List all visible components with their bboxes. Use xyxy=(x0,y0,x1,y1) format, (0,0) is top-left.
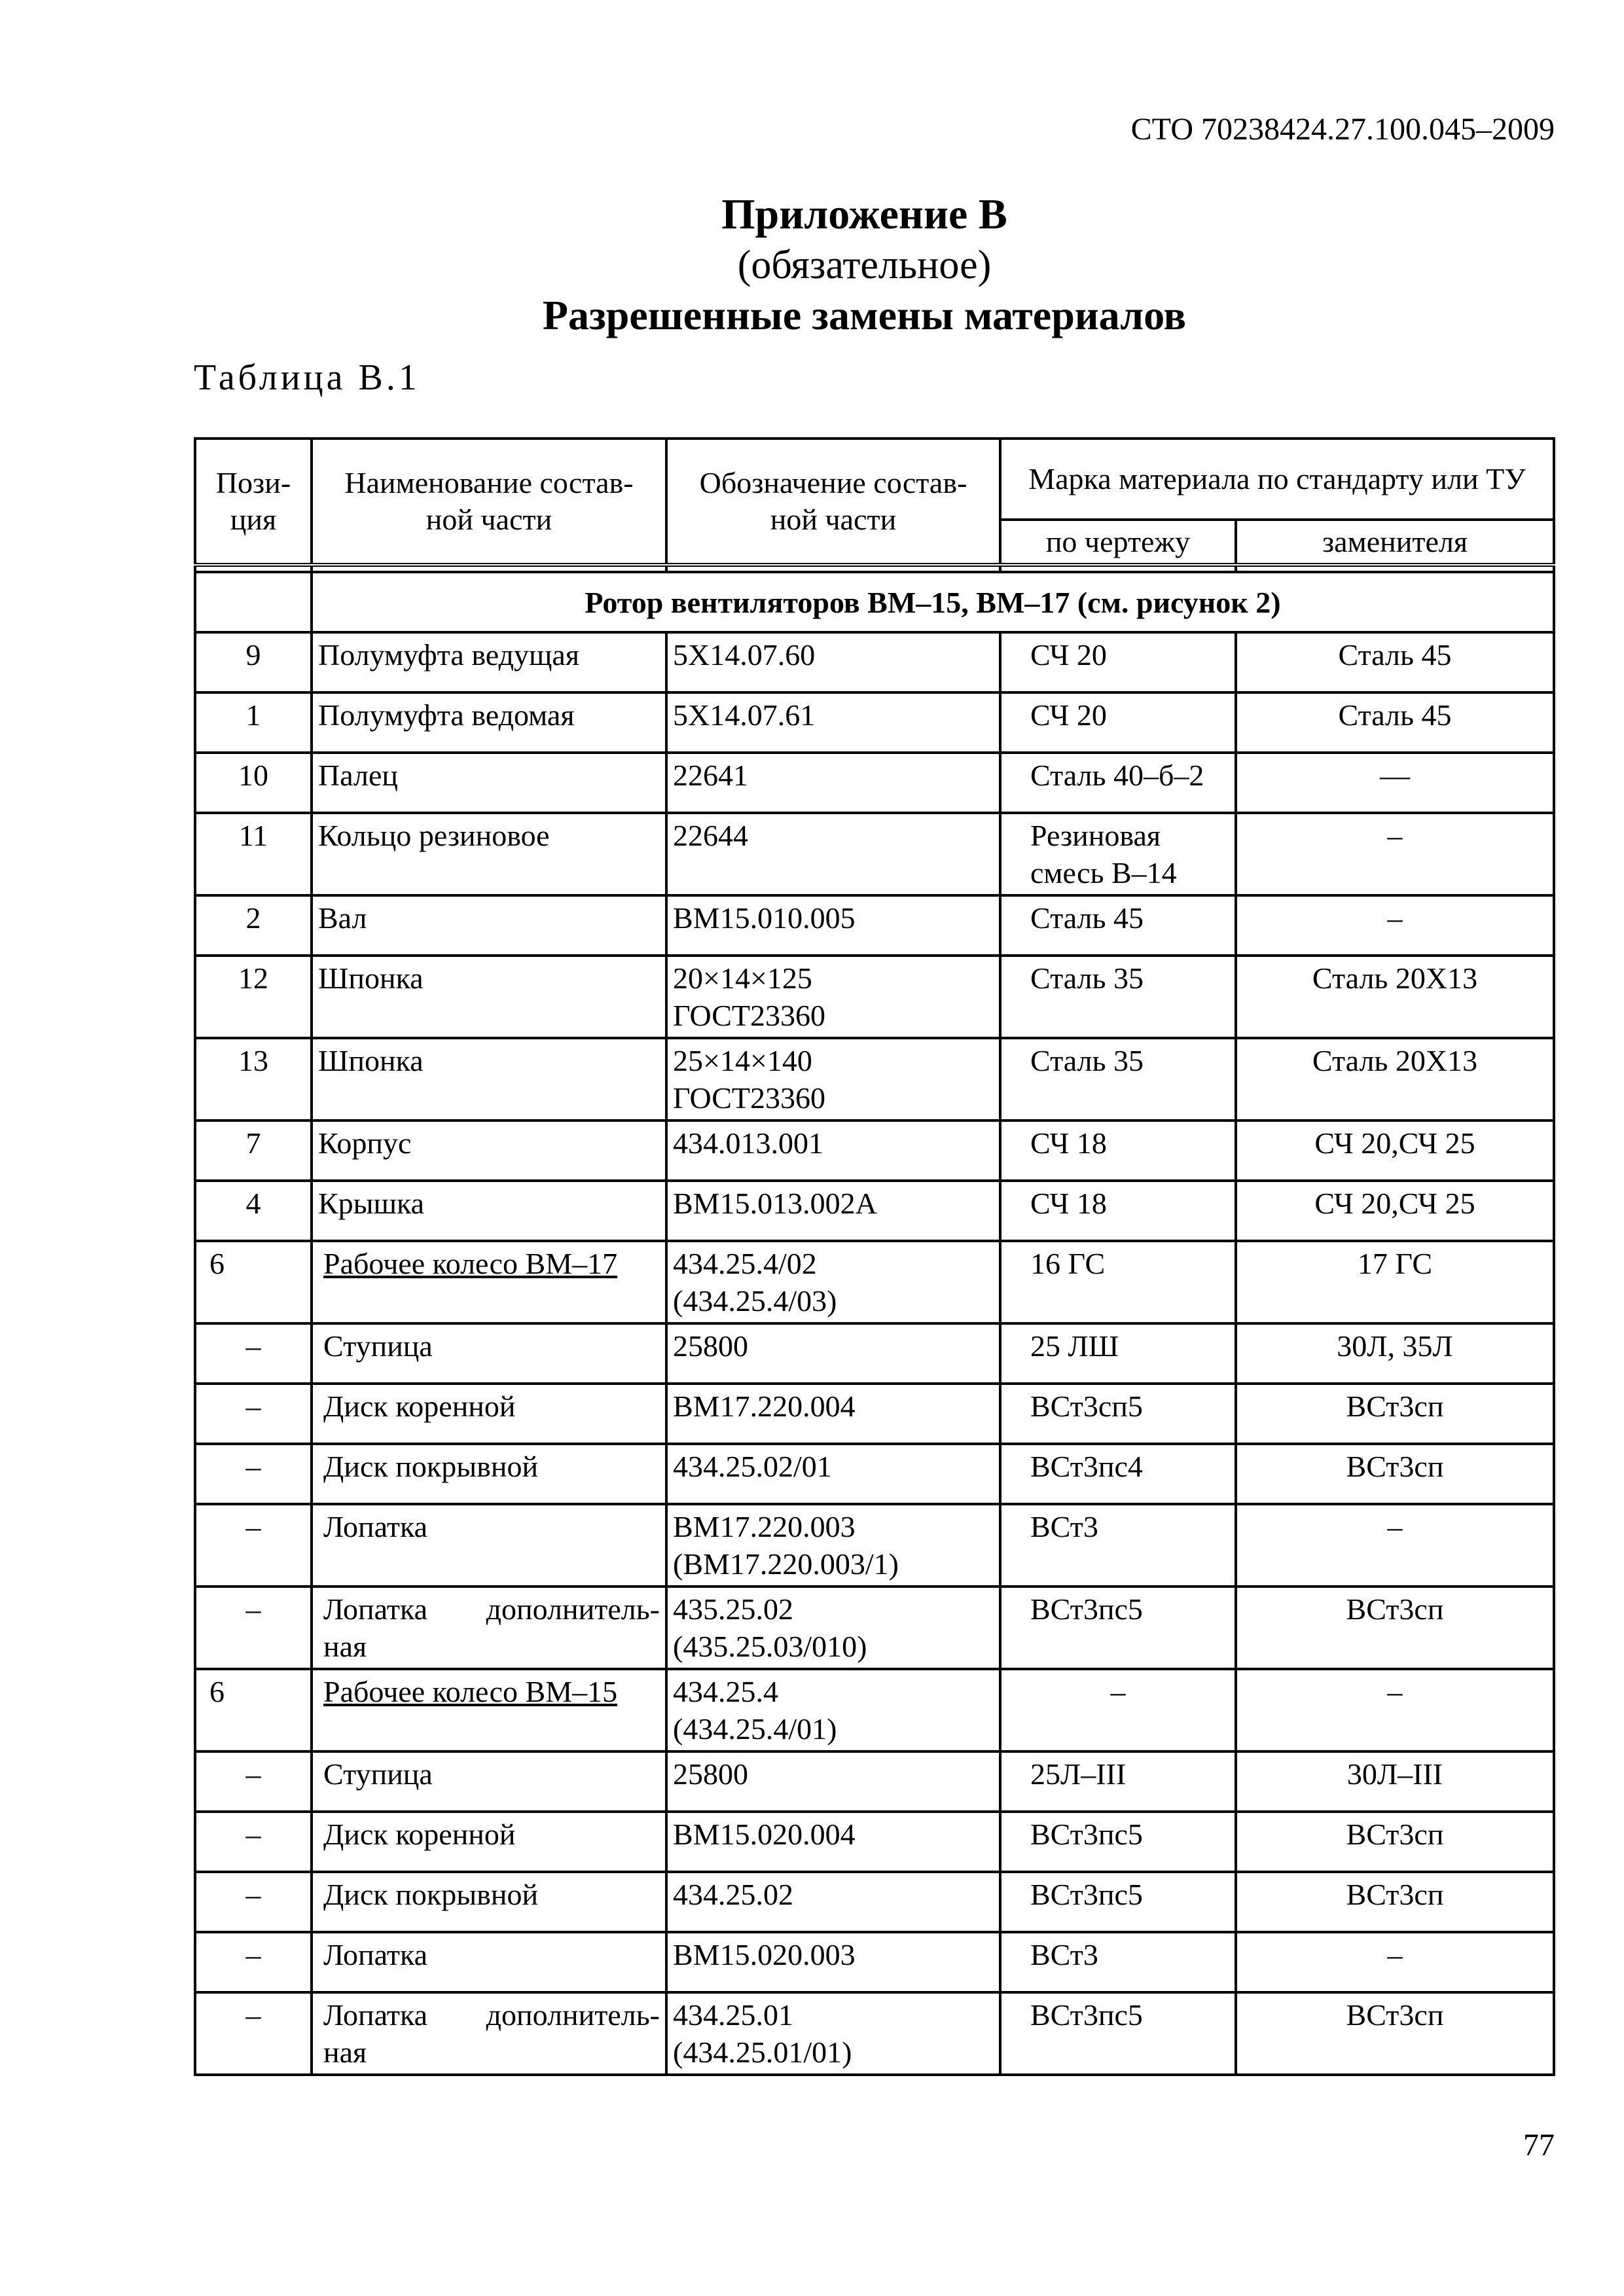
cell-part-name xyxy=(312,1384,666,1444)
table-row xyxy=(195,1504,1554,1587)
part-name-line xyxy=(323,1996,660,2034)
cell-part-name xyxy=(312,1932,666,1992)
part-name-text: Рабочее колесо ВМ–15 xyxy=(323,1675,618,1708)
cell-part-designation: 5Х14.07.60 xyxy=(666,632,1000,692)
cell-position: – xyxy=(195,1751,312,1812)
part-name-text: Полумуфта ведомая xyxy=(318,698,575,732)
part-name-text: Лопатка xyxy=(323,1938,428,1971)
part-name-text: Полумуфта ведущая xyxy=(318,638,579,672)
cell-position: – xyxy=(195,1872,312,1932)
part-name-word: дополнитель- xyxy=(486,1592,660,1626)
section-row xyxy=(195,572,1554,632)
cell-part-designation: 434.25.01 (434.25.01/01) xyxy=(666,1992,1000,2075)
table-row xyxy=(195,1038,1554,1121)
cell-material-by-drawing: СЧ 20 xyxy=(1000,632,1236,692)
cell-material-replacement: СЧ 20,СЧ 25 xyxy=(1236,1121,1554,1181)
cell-part-name xyxy=(312,1812,666,1872)
cell-position: 11 xyxy=(195,813,312,895)
part-name-text: Диск коренной xyxy=(323,1390,516,1423)
cell-material-replacement: СЧ 20,СЧ 25 xyxy=(1236,1181,1554,1241)
cell-material-replacement: 30Л, 35Л xyxy=(1236,1323,1554,1384)
part-name-line: ная xyxy=(323,2036,367,2069)
cell-position: 10 xyxy=(195,753,312,813)
table-row xyxy=(195,1384,1554,1444)
cell-part-name xyxy=(312,956,666,1038)
table-row xyxy=(195,692,1554,753)
cell-part-designation: 434.25.4 (434.25.4/01) xyxy=(666,1669,1000,1751)
cell-part-name xyxy=(312,895,666,956)
cell-material-by-drawing: ВСт3пс5 xyxy=(1000,1812,1236,1872)
header-replacement: заменителя xyxy=(1236,520,1554,565)
cell-part-name xyxy=(312,753,666,813)
cell-material-by-drawing: Сталь 35 xyxy=(1000,1038,1236,1121)
cell-part-name xyxy=(312,632,666,692)
table-row xyxy=(195,1872,1554,1932)
appendix-status: (обязательное) xyxy=(737,243,992,287)
cell-position: 2 xyxy=(195,895,312,956)
cell-part-designation: 435.25.02 (435.25.03/010) xyxy=(666,1587,1000,1669)
part-name-text: Палец xyxy=(318,759,399,792)
cell-material-by-drawing: СЧ 18 xyxy=(1000,1121,1236,1181)
table-row xyxy=(195,1587,1554,1669)
cell-part-name xyxy=(312,1872,666,1932)
part-name-text: Диск покрывной xyxy=(323,1878,539,1911)
cell-part-designation: ВМ15.013.002А xyxy=(666,1181,1000,1241)
part-name-text: Корпус xyxy=(318,1126,412,1160)
cell-material-replacement: 17 ГС xyxy=(1236,1241,1554,1323)
cell-part-designation: ВМ15.020.003 xyxy=(666,1932,1000,1992)
table-row xyxy=(195,753,1554,813)
page-number: 77 xyxy=(1523,2128,1555,2162)
cell-material-replacement: Сталь 20Х13 xyxy=(1236,1038,1554,1121)
table-row xyxy=(195,956,1554,1038)
part-name-text: Крышка xyxy=(318,1187,425,1220)
cell-part-designation: 22644 xyxy=(666,813,1000,895)
header-part-name: Наименование состав- ной части xyxy=(312,439,666,565)
table-caption: Таблица В.1 xyxy=(194,357,420,398)
cell-material-replacement: ВСт3сп xyxy=(1236,1992,1554,2075)
cell-part-name xyxy=(312,1992,666,2075)
cell-part-designation: 25800 xyxy=(666,1323,1000,1384)
part-name-text: Шпонка xyxy=(318,961,424,995)
cell-part-designation: ВМ17.220.004 xyxy=(666,1384,1000,1444)
cell-part-name xyxy=(312,813,666,895)
part-name-text: Кольцо резиновое xyxy=(318,819,550,852)
table-row xyxy=(195,1669,1554,1751)
cell-part-name xyxy=(312,1669,666,1751)
part-name-text: Лопатка xyxy=(323,1510,428,1543)
cell-part-name xyxy=(312,1504,666,1587)
cell-material-by-drawing: Сталь 45 xyxy=(1000,895,1236,956)
cell-part-name xyxy=(312,1241,666,1323)
cell-material-replacement: Сталь 45 xyxy=(1236,692,1554,753)
cell-part-designation: ВМ15.020.004 xyxy=(666,1812,1000,1872)
cell-material-replacement: ВСт3сп xyxy=(1236,1444,1554,1504)
cell-material-replacement: — xyxy=(1236,753,1554,813)
part-name-text: Ступица xyxy=(323,1329,433,1363)
cell-material-by-drawing: ВСт3пс5 xyxy=(1000,1992,1236,2075)
material-replacement-table xyxy=(194,437,1555,2076)
appendix-name: Разрешенные замены материалов xyxy=(542,292,1187,338)
table-row xyxy=(195,813,1554,895)
cell-material-by-drawing: 16 ГС xyxy=(1000,1241,1236,1323)
header-position: Пози- ция xyxy=(195,439,312,565)
cell-part-designation: 434.013.001 xyxy=(666,1121,1000,1181)
cell-material-by-drawing: ВСт3пс5 xyxy=(1000,1587,1236,1669)
cell-position: – xyxy=(195,1812,312,1872)
cell-part-designation: 25×14×140 ГОСТ23360 xyxy=(666,1038,1000,1121)
cell-position: 12 xyxy=(195,956,312,1038)
cell-part-designation: 434.25.02 xyxy=(666,1872,1000,1932)
cell-part-name xyxy=(312,1751,666,1812)
cell-position: – xyxy=(195,1384,312,1444)
cell-material-by-drawing: ВСт3 xyxy=(1000,1504,1236,1587)
cell-material-by-drawing: Сталь 35 xyxy=(1000,956,1236,1038)
cell-part-designation: 434.25.02/01 xyxy=(666,1444,1000,1504)
cell-material-replacement: – xyxy=(1236,1669,1554,1751)
cell-material-by-drawing: ВСт3пс5 xyxy=(1000,1872,1236,1932)
section-empty-cell xyxy=(195,572,312,632)
cell-position: 1 xyxy=(195,692,312,753)
cell-part-name xyxy=(312,1323,666,1384)
part-name-line: ная xyxy=(323,1630,367,1663)
part-name-word: Лопатка xyxy=(323,1592,428,1626)
cell-part-name xyxy=(312,1587,666,1669)
header-material-grade: Марка материала по стандарту или ТУ xyxy=(1000,439,1554,520)
cell-material-replacement: ВСт3сп xyxy=(1236,1872,1554,1932)
cell-position: 6 xyxy=(195,1669,312,1751)
part-name-text: Шпонка xyxy=(318,1044,424,1077)
cell-material-replacement: – xyxy=(1236,1504,1554,1587)
cell-material-by-drawing: Резиновая смесь В–14 xyxy=(1000,813,1236,895)
appendix-title: Приложение В xyxy=(721,190,1007,238)
cell-material-by-drawing: – xyxy=(1000,1669,1236,1751)
cell-position: 7 xyxy=(195,1121,312,1181)
table-row xyxy=(195,1181,1554,1241)
cell-part-name xyxy=(312,1038,666,1121)
table-row xyxy=(195,1444,1554,1504)
cell-position: – xyxy=(195,1504,312,1587)
cell-position: – xyxy=(195,1323,312,1384)
cell-position: 9 xyxy=(195,632,312,692)
cell-position: – xyxy=(195,1444,312,1504)
cell-material-replacement: ВСт3сп xyxy=(1236,1384,1554,1444)
table-row xyxy=(195,1121,1554,1181)
cell-position: – xyxy=(195,1992,312,2075)
cell-part-designation: ВМ17.220.003 (ВМ17.220.003/1) xyxy=(666,1504,1000,1587)
cell-material-by-drawing: СЧ 20 xyxy=(1000,692,1236,753)
header-by-drawing: по чертежу xyxy=(1000,520,1236,565)
cell-material-replacement: – xyxy=(1236,895,1554,956)
part-name-text: Диск покрывной xyxy=(323,1450,539,1483)
table-row xyxy=(195,1932,1554,1992)
cell-part-name xyxy=(312,1121,666,1181)
cell-material-by-drawing: Сталь 40–б–2 xyxy=(1000,753,1236,813)
part-name-text: Диск коренной xyxy=(323,1818,516,1851)
cell-part-name xyxy=(312,1181,666,1241)
cell-part-name xyxy=(312,1444,666,1504)
table-body xyxy=(195,572,1554,2075)
cell-material-replacement: – xyxy=(1236,813,1554,895)
document-code: СТО 70238424.27.100.045–2009 xyxy=(1130,112,1555,147)
part-name-line xyxy=(323,1590,660,1628)
cell-material-by-drawing: 25 ЛШ xyxy=(1000,1323,1236,1384)
cell-material-replacement: 30Л–III xyxy=(1236,1751,1554,1812)
cell-part-designation: 20×14×125 ГОСТ23360 xyxy=(666,956,1000,1038)
part-name-text: Вал xyxy=(318,901,367,935)
part-name-text: Рабочее колесо ВМ–17 xyxy=(323,1247,618,1280)
cell-part-designation: 5Х14.07.61 xyxy=(666,692,1000,753)
cell-part-designation: ВМ15.010.005 xyxy=(666,895,1000,956)
cell-position: 6 xyxy=(195,1241,312,1323)
cell-part-designation: 25800 xyxy=(666,1751,1000,1812)
part-name-word: Лопатка xyxy=(323,1998,428,2032)
table-row xyxy=(195,1241,1554,1323)
cell-position: – xyxy=(195,1587,312,1669)
cell-part-designation: 22641 xyxy=(666,753,1000,813)
table-row xyxy=(195,895,1554,956)
cell-material-replacement: Сталь 20Х13 xyxy=(1236,956,1554,1038)
cell-material-by-drawing: ВСт3сп5 xyxy=(1000,1384,1236,1444)
cell-part-designation: 434.25.4/02 (434.25.4/03) xyxy=(666,1241,1000,1323)
cell-material-by-drawing: ВСт3пс4 xyxy=(1000,1444,1236,1504)
cell-material-by-drawing: 25Л–III xyxy=(1000,1751,1236,1812)
cell-part-name xyxy=(312,692,666,753)
cell-material-replacement: ВСт3сп xyxy=(1236,1812,1554,1872)
table-row xyxy=(195,1812,1554,1872)
table-row xyxy=(195,1323,1554,1384)
cell-material-replacement: Сталь 45 xyxy=(1236,632,1554,692)
part-name-word: дополнитель- xyxy=(486,1998,660,2032)
cell-material-by-drawing: СЧ 18 xyxy=(1000,1181,1236,1241)
cell-position: – xyxy=(195,1932,312,1992)
part-name-text: Ступица xyxy=(323,1757,433,1791)
section-title: Ротор вентиляторов ВМ–15, ВМ–17 (см. рисунок 2) xyxy=(312,572,1554,632)
cell-material-replacement: – xyxy=(1236,1932,1554,1992)
table-row xyxy=(195,632,1554,692)
header-part-designation: Обозначение состав- ной части xyxy=(666,439,1000,565)
cell-position: 13 xyxy=(195,1038,312,1121)
cell-material-replacement: ВСт3сп xyxy=(1236,1587,1554,1669)
cell-position: 4 xyxy=(195,1181,312,1241)
table-row xyxy=(195,1751,1554,1812)
cell-material-by-drawing: ВСт3 xyxy=(1000,1932,1236,1992)
table-row xyxy=(195,1992,1554,2075)
